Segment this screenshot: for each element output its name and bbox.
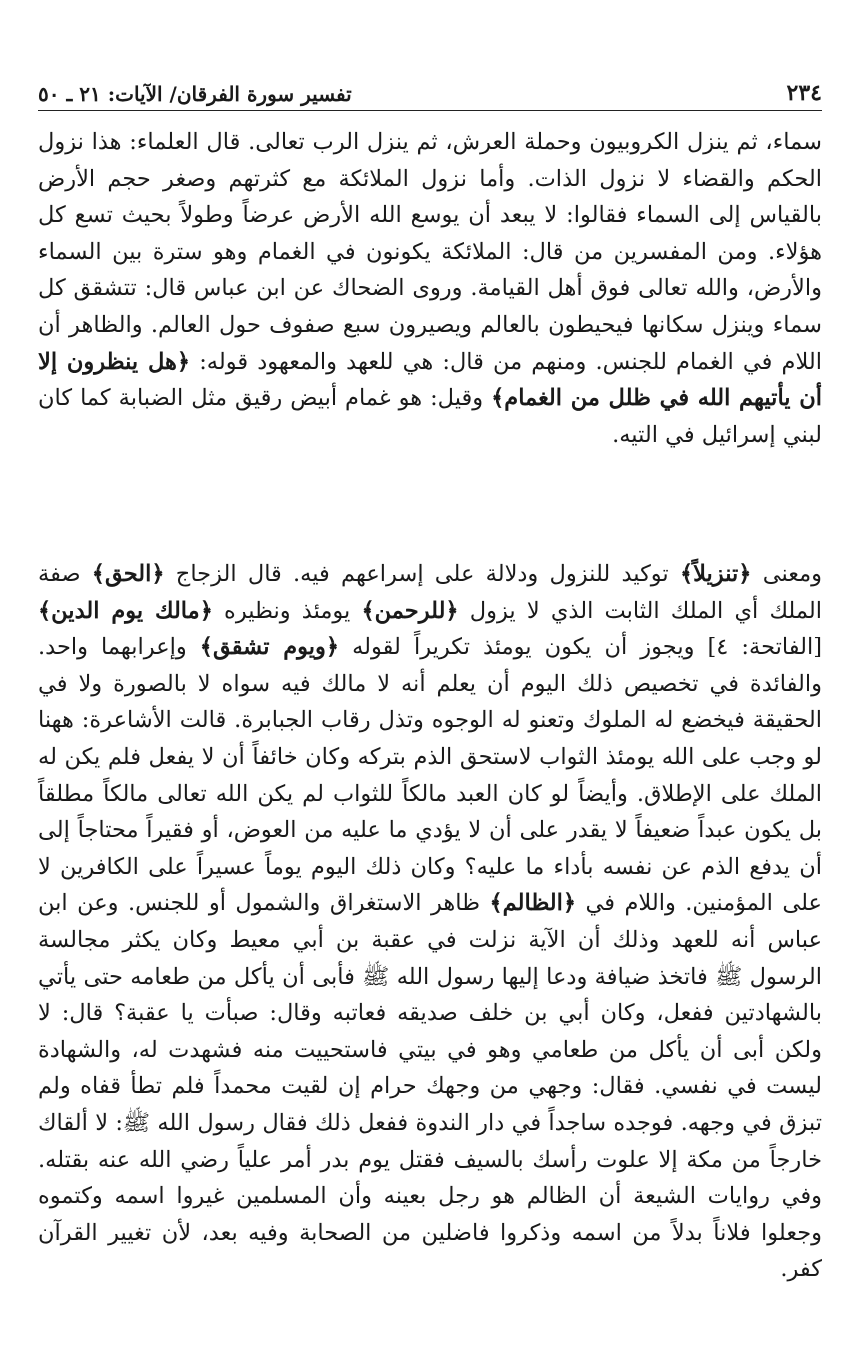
text-segment: صفة الملك أي الملك الثابت الذي لا يزول <box>38 561 822 624</box>
text-segment: وإعرابهما واحد. والفائدة في تخصيص ذلك اليوم أن يعلم أنه لا مالك فيه سواه لا بالصورة ولا في الحقيقة فيخضع له الملوك وتعنو له الوجوه وتذل رقاب الجبابرة. قالت الأشاعرة: ههنا لو وجب على الله يومئذ الثواب لاستحق الذم بتركه وكان خائفاً أن لا يفعل فلم يكن له الملك على الإطلاق. وأيضاً لو كان العبد مالكاً للثواب لم يكن الله تعالى مالكاً مطلقاً بل يكون عبداً ضعيفاً لا يقدر على أن لا يؤدي ما عليه من العوض، أو فقيراً محتاجاً إلى أن يدفع الذم عن نفسه بأداء ما عليه؟ وكان ذلك اليوم يوماً عسيراً على الكافرين لا على المؤمنين. واللام في <box>38 634 822 917</box>
running-title: تفسير سورة الفرقان/ الآيات: ٢١ ـ ٥٠ <box>38 82 352 106</box>
header-rule <box>38 110 822 111</box>
text-segment: يومئذ ونظيره <box>212 597 362 624</box>
text-segment: توكيد للنزول ودلالة على إسراعهم فيه. قال الزجاج <box>164 561 680 587</box>
quran-quote: ﴿للرحمن﴾ <box>361 597 459 624</box>
quran-quote: ﴿الظالم﴾ <box>489 890 577 917</box>
paragraph-1 <box>38 124 822 453</box>
quran-quote: ﴿ويوم تشقق﴾ <box>199 634 340 661</box>
text-segment: ومعنى <box>751 561 823 587</box>
text-segment: [الفاتحة: ٤] ويجوز أن يكون يومئذ تكريراً لقوله <box>339 634 822 661</box>
quran-quote: ﴿هل ينظرون إلا أن يأتيهم الله في ظلل من الغمام﴾ <box>38 348 822 412</box>
page-number: ٢٣٤ <box>786 80 822 106</box>
quran-quote: ﴿تنزيلاً﴾ <box>679 561 752 587</box>
text-segment: سماء، ثم ينزل الكروبيون وحملة العرش، ثم ينزل الرب تعالى. قال العلماء: هذا نزول الحكم والقضاء لا نزول الذات. وأما نزول الملائكة مع كثرتهم وصغر حجم الأرض بالقياس إلى السماء فقالوا: لا يبعد أن يوسع الله الأرض عرضاً وطولاً بحيث تسع كل هؤلاء. ومن المفسرين من قال: الملائكة يكونون في الغمام وهو سترة بين السماء والأرض، والله تعالى فوق أهل القيامة. وروى الضحاك عن ابن عباس قال: تتشقق كل سماء وينزل سكانها فيحيطون بالعالم ويصيرون سبع صفوف حول العالم. والظاهر أن اللام في الغمام للجنس. ومنهم من قال: هي للعهد والمعهود قوله: <box>38 129 823 375</box>
text-segment: وقيل: هو غمام أبيض رقيق مثل الضبابة كما كان لبني إسرائيل في التيه. <box>38 385 822 448</box>
quran-quote: ﴿مالك يوم الدين﴾ <box>38 597 213 624</box>
page-header <box>38 72 822 106</box>
text-segment: ظاهر الاستغراق والشمول أو للجنس. وعن ابن عباس أنه للعهد وذلك أن الآية نزلت في عقبة بن أبي معيط وكان يكثر مجالسة الرسول ﷺ فاتخذ ضيافة ودعا إليها رسول الله ﷺ فأبى أن يأكل من طعامه حتى يأتي بالشهادتين ففعل، وكان أبي بن خلف صديقه فعاتبه وقال: صبأت يا عقبة؟ قال: لا ولكن أبى أن يأكل من طعامي وهو في بيتي فاستحييت منه فشهدت له، والشهادة ليست في نفسي. فقال: وجهي من وجهك حرام إن لقيت محمداً فلم تطأ قفاه ولم تبزق في وجهه. فوجده ساجداً في دار الندوة ففعل ذلك فقال رسول الله ﷺ: لا ألقاك خارجاً من مكة إلا علوت رأسك بالسيف فقتل يوم بدر أمر علياً رضي الله عنه بقتله. وفي روايات الشيعة أن الظالم هو رجل بعينه وأن المسلمين غيروا اسمه وكتموه وجعلوا فلاناً بدلاً من اسمه وذكروا فاضلين من الصحابة وفيه بعد، لأن تغيير القرآن كفر. <box>38 890 822 1283</box>
paragraph-2 <box>38 556 822 1288</box>
quran-quote: ﴿الحق﴾ <box>91 561 165 587</box>
